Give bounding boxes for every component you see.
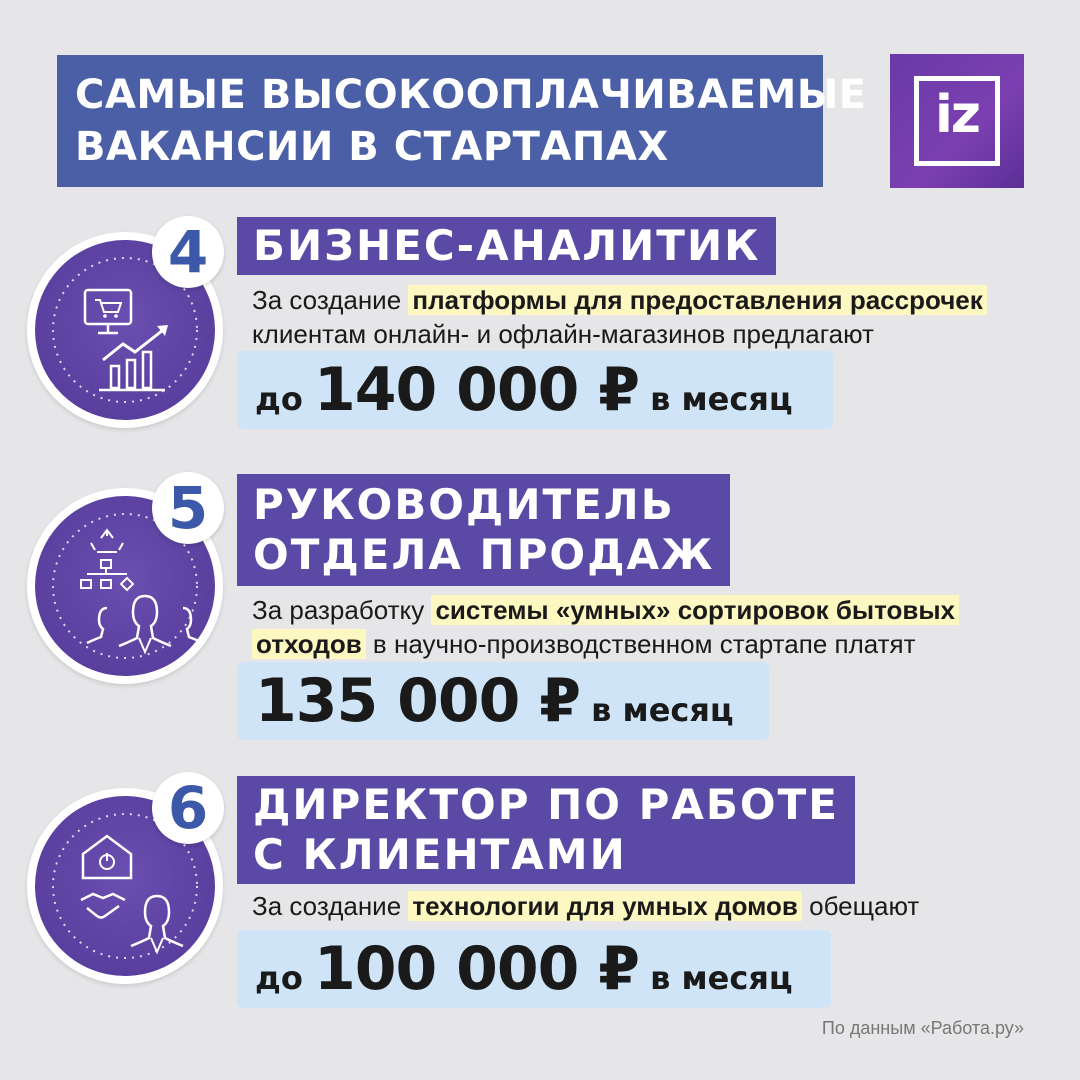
salary-amount: 140 000 ₽ — [313, 355, 639, 425]
logo-frame — [914, 76, 1000, 166]
title-line-2: ВАКАНСИИ В СТАРТАПАХ — [75, 124, 669, 170]
rank-number: 6 — [167, 774, 209, 842]
role-title-box — [237, 776, 855, 884]
description-highlight: платформы для предоставления рассрочек — [408, 285, 986, 315]
description-line-2 — [252, 627, 959, 661]
salary-suffix: в месяц — [638, 959, 793, 997]
salary-box — [237, 662, 769, 740]
description-line-2 — [252, 317, 987, 351]
salary-prefix: до — [255, 380, 314, 418]
salary-prefix: до — [255, 959, 314, 997]
role-title-line-2: ОТДЕЛА ПРОДАЖ — [253, 530, 715, 579]
role-title-line-2: С КЛИЕНТАМИ — [253, 830, 627, 879]
description-highlight: технологии для умных домов — [408, 891, 801, 921]
description-highlight: системы «умных» сортировок бытовых — [431, 595, 959, 625]
salary-amount: 100 000 ₽ — [313, 934, 639, 1004]
role-title-box — [237, 474, 730, 586]
description-text: клиентам онлайн- и офлайн-магазинов предлагают — [252, 319, 874, 349]
title-line-1: САМЫЕ ВЫСОКООПЛАЧИВАЕМЫЕ — [75, 72, 867, 118]
title-banner — [57, 55, 867, 187]
role-title-line-1: РУКОВОДИТЕЛЬ — [253, 480, 675, 529]
role-title-line-1: ДИРЕКТОР ПО РАБОТЕ — [253, 780, 839, 829]
salary-box — [237, 930, 831, 1008]
description-text: За создание — [252, 285, 409, 315]
rank-number: 5 — [167, 474, 209, 542]
salary-box — [237, 351, 833, 429]
role-title: БИЗНЕС-АНАЛИТИК — [253, 221, 761, 270]
rank-badge — [152, 216, 224, 288]
role-title-box — [237, 217, 776, 275]
salary-suffix: в месяц — [580, 691, 734, 729]
description-text: обещают — [801, 891, 920, 921]
izvestia-logo — [890, 54, 1024, 188]
vacancy-description — [252, 283, 987, 351]
rank-badge — [152, 472, 224, 544]
description-text: За создание — [252, 891, 409, 921]
logo-text: iz — [934, 85, 980, 145]
description-line-1 — [252, 889, 919, 923]
source-note: По данным «Работа.ру» — [821, 1018, 1024, 1038]
description-text: в научно-производственном стартапе платят — [365, 629, 916, 659]
rank-badge — [152, 772, 224, 844]
salary-amount: 135 000 ₽ — [255, 666, 581, 736]
description-line-1 — [252, 283, 987, 317]
rank-number: 4 — [167, 218, 209, 286]
description-highlight: отходов — [252, 629, 366, 659]
vacancy-description — [252, 889, 919, 923]
description-text: За разработку — [252, 595, 432, 625]
description-line-1 — [252, 593, 959, 627]
salary-suffix: в месяц — [638, 380, 793, 418]
vacancy-description — [252, 593, 959, 661]
